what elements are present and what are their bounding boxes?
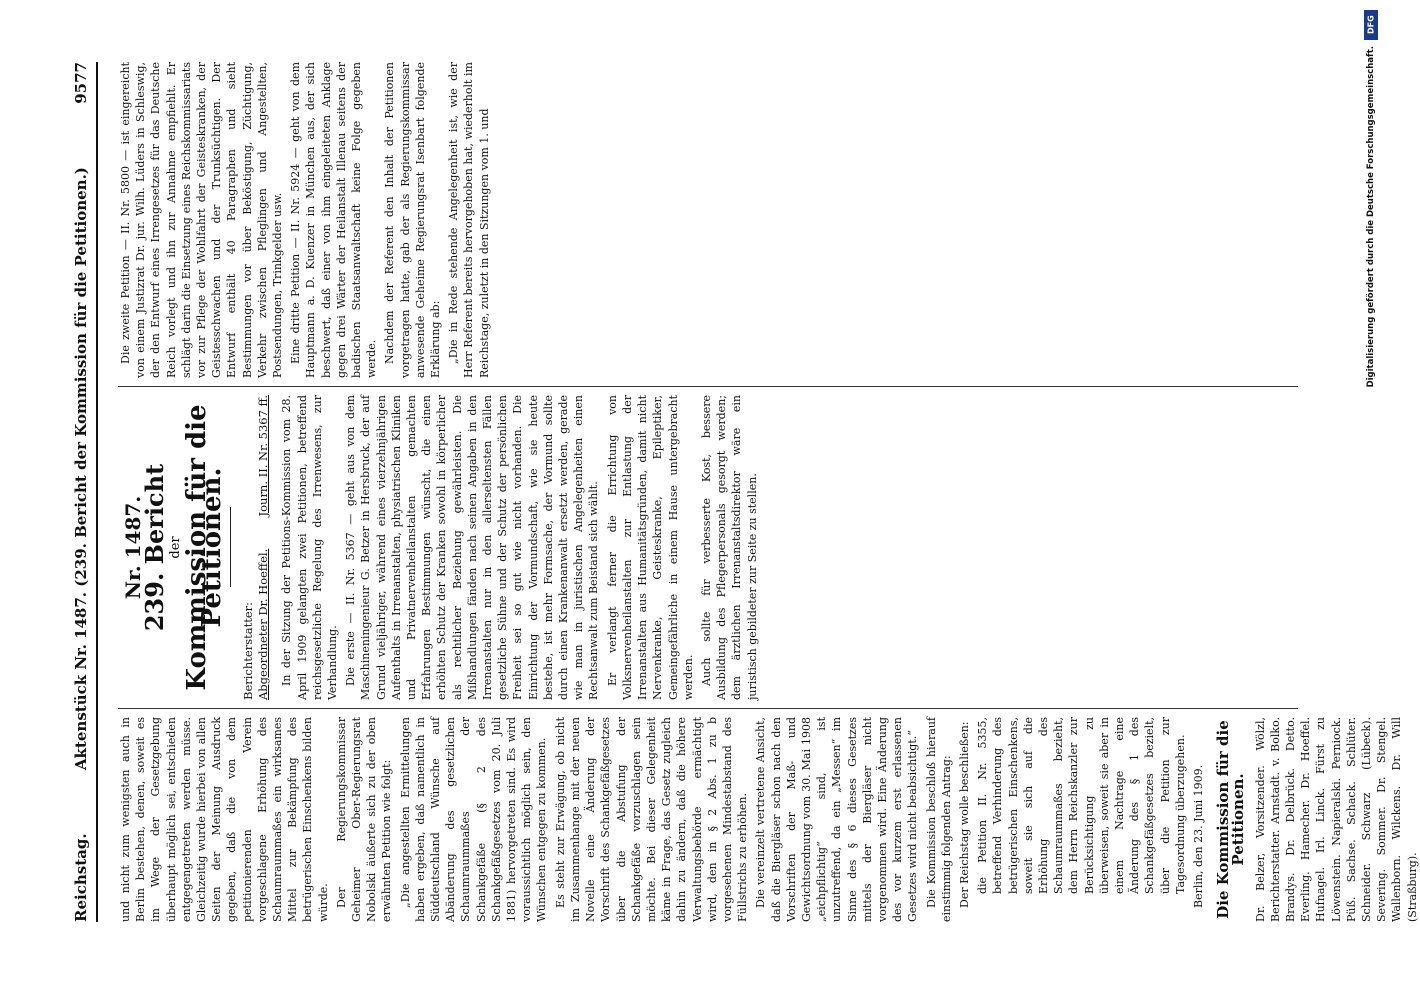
header-middle: Aktenstück Nr. 1487. (239. Bericht der Kommission für die Petitionen.) [72, 167, 90, 771]
column-left [118, 717, 1419, 922]
report-der: der [168, 536, 184, 559]
paragraph: Die zweite Petition — II. Nr. 5800 — ist eingereicht von einem Justizrat Dr. jur. Wilh. Lüders in Schleswig, der den Entwurf eines Irrengesetzes für das Deutsche Reich vorlegt und ihn zur Annahme empfiehlt. Er schlägt darin die Einsetzung eines Reichskommissariats vor zur Pflege der Wohlfahrt der Geisteskranken, der Geistesschwachen und der Trunksüchtigen. Der Entwurf enthält 40 Paragraphen und sieht Bestimmungen vor über Beköstigung, Züchtigung, Verkehr zwischen Pfleglingen und Angestellten, Postsendungen, Trinkgelder usw. [119, 62, 285, 378]
paragraph: Der Regierungskommissar Geheimer Ober-Regierungsrat Nobolski äußerte sich zu der oben erwähnten Petition wie folgt: [334, 717, 394, 922]
members-list: Dr. Belzer, Vorsitzender. Wölzl, Berichterstatter. Arnstadt. v. Bolko. Brandys. Dr. Delbrück. Detto. Everling. Hamecher. Dr. Hoeffel. Hufnagel. Irl. Linck. Fürst zu Löwenstein. Napieralski. Perniock. Püß. Sachse. Schack. Schlüter. Schneider. Schwarz (Lübeck). Severing. Sommer. Dr. Stengel. Wallenborn. Wilckens. Dr. Will (Straßburg). [1253, 717, 1419, 922]
paragraph: Nachdem der Referent den Inhalt der Petitionen vorgetragen hatte, gab der als Regierungskommissar anwesende Geheime Regierungsrat Isenbart folgende Erklärung ab: [383, 62, 443, 378]
reporter-line [241, 395, 271, 700]
header-left: Reichstag. [72, 833, 90, 922]
title-rule [230, 508, 231, 588]
motion-intro: Der Reichstag wolle beschließen: [957, 721, 971, 908]
date-line: Berlin, den 23. Juni 1909. [1192, 764, 1206, 908]
paragraph: Auch sollte für verbesserte Kost, bessere Ausbildung des Pflegerpersonals gesorgt werden; dem ärztlichen Irrenanstaltsdirektor wäre ein juristisch gebildeter zur Seite zu stellen. [699, 395, 759, 700]
paragraph: Er verlangt ferner die Errichtung von Volksnervenheilanstalten zur Entlastung der Irrenanstalten aus Humanitätsgründen, damit nicht Nervenkranke, Geisteskranke, Epileptiker, Gemeingefährliche in einem Hause untergebracht werden. [605, 395, 695, 700]
motion-text: die Petition II. Nr. 5355, betreffend Verhinderung des betrügerischen Einschenkens, soweit sie sich auf die Erhöhung des Schaumraummaßes bezieht, dem Herrn Reichskanzler zur Berücksichtigung zu überweisen, soweit sie aber in einem Nachtrage eine Änderung des § 1 des Schankgefäßgesetzes bezielt, über die Petition zur Tagesordnung überzugehen. [976, 717, 1187, 894]
column-right [118, 62, 1298, 378]
paragraph: In der Sitzung der Petitions-Kommission vom 28. April 1909 gelangten zwei Petitionen, betreffend reichsgesetzliche Regelung des Irrenwesens, zur Verhandlung. [280, 395, 340, 700]
journal-ref: Journ. II. Nr. 5367 ff. [256, 395, 271, 517]
digitization-notice [1362, 10, 1380, 990]
document-number: Nr. 1487. [121, 495, 145, 600]
page-header [58, 62, 98, 922]
dfg-logo-icon: DFG [1364, 10, 1378, 40]
paragraph: Eine dritte Petition — II. Nr. 5924 — geht von dem Hauptmann a. D. Kuenzer in München aus, der sich beschwert, daß einer von ihm eingeleiteten Anklage gegen drei Wärter der Heilanstalt Illenau seitens der badischen Staatsanwaltschaft keine Folge gegeben werde. [289, 62, 379, 378]
reporter-name: Abgeordneter Dr. Hoeffel. [256, 548, 271, 700]
paragraph: und nicht zum wenigsten auch in Berlin bestehen, denen, soweit es im Wege der Gesetzgebung überhaupt möglich sei, entschieden entgegengetreten werden müsse. Gleichzeitig wurde hierbei von allen Seiten der Meinung Ausdruck gegeben, daß die von dem petitionierenden Verein vorgeschlagene Erhöhung des Schaumraummaßes ein wirksames Mittel zur Bekämpfung des betrügerischen Einschenkens bilden würde. [119, 717, 330, 922]
paragraph: Die vereinzelt vertretene Ansicht, daß die Biergläser schon nach den Vorschriften der Maß- und Gewichtsordnung vom 30. Mai 1908 „eichpflichtig“ sind, ist unzutreffend, da ein „Messen“ im Sinne des § 6 dieses Gesetzes mittels der Biergläser nicht vorgenommen wird. Eine Änderung des vor kurzem erst erlassenen Gesetzes wird nicht beabsichtigt.“ [754, 717, 920, 922]
paragraph: Die Kommission beschloß hierauf einstimmig folgenden Antrag: [924, 717, 953, 922]
paragraph: „Die in Rede stehende Angelegenheit ist, wie der Herr Referent bereits hervorgehoben hat, wiederholt im Reichstage, zuletzt in den Sitzungen vom 1. und [447, 62, 491, 378]
column-divider [118, 386, 1298, 387]
paragraph: Die erste — II. Nr. 5367 — geht aus von dem Maschineningenieur G. Betzer in Hersbruck, der auf Grund vieljähriger, während eines vierzehnjährigen Aufenthalts in Irrenanstalten, physiatrischen Kliniken und Privatnervenheilanstalten gemachten Erfahrungen Bestimmungen wünscht, die einen erhöhten Schutz der Kranken sowohl in körperlicher als rechtlicher Beziehung gewährleisten. Die Mißhandlungen fänden nach seinen Angaben in den Irrenanstalten nur in den allerseltensten Fällen gesetzliche Sühne und der Schutz der persönlichen Freiheit sei so gut wie nicht vorhanden. Die Einrichtung der Vormundschaft, wie sie heute bestehe, ist mehr Formsache, der Vormund sollte durch einen Krankenanwalt ersetzt werden, gerade wie man in juristischen Angelegenheiten einen Rechtsanwalt zum Beistand sich wählt. [344, 395, 601, 700]
digitization-text: Digitalisierung gefördert durch die Deutsche Forschungsgemeinschaft. [1366, 46, 1376, 388]
kommission-title: Die Kommission für die Petitionen. [1214, 720, 1248, 919]
report-commission: Kommission für die Petitionen. [181, 404, 227, 691]
page-number: 9577 [72, 62, 90, 104]
paragraph: Es steht zur Erwägung, ob nicht im Zusammenhange mit der neuen Novelle eine Änderung der Vorschrift des Schankgefäßgesetzes über die Abstufung der Schankgefäße vorzuschlagen sein möchte. Bei dieser Gelegenheit käme in Frage, das Gesetz zugleich dahin zu ändern, daß die höhere Verwaltungsbehörde ermächtigt wird, den in § 2 Abs. 1 zu b vorgesehenen Mindestabstand des Füllstrichs zu erhöhen. [553, 717, 750, 922]
paragraph: „Die angestellten Ermittelungen haben ergeben, daß namentlich in Süddeutschland Wünsche auf Abänderung des gesetzlichen Schaumraummaßes der Schankgefäße (§ 2 des Schankgefäßgesetzes vom 20. Juli 1881) hervorgetreten sind. Es wird voraussichtlich möglich sein, den Wünschen entgegen zu kommen. [398, 717, 549, 922]
column-divider [118, 708, 1298, 709]
reporter-label: Berichterstatter: [241, 601, 256, 700]
column-middle [118, 395, 1298, 700]
report-number: 239. Bericht [140, 463, 170, 632]
